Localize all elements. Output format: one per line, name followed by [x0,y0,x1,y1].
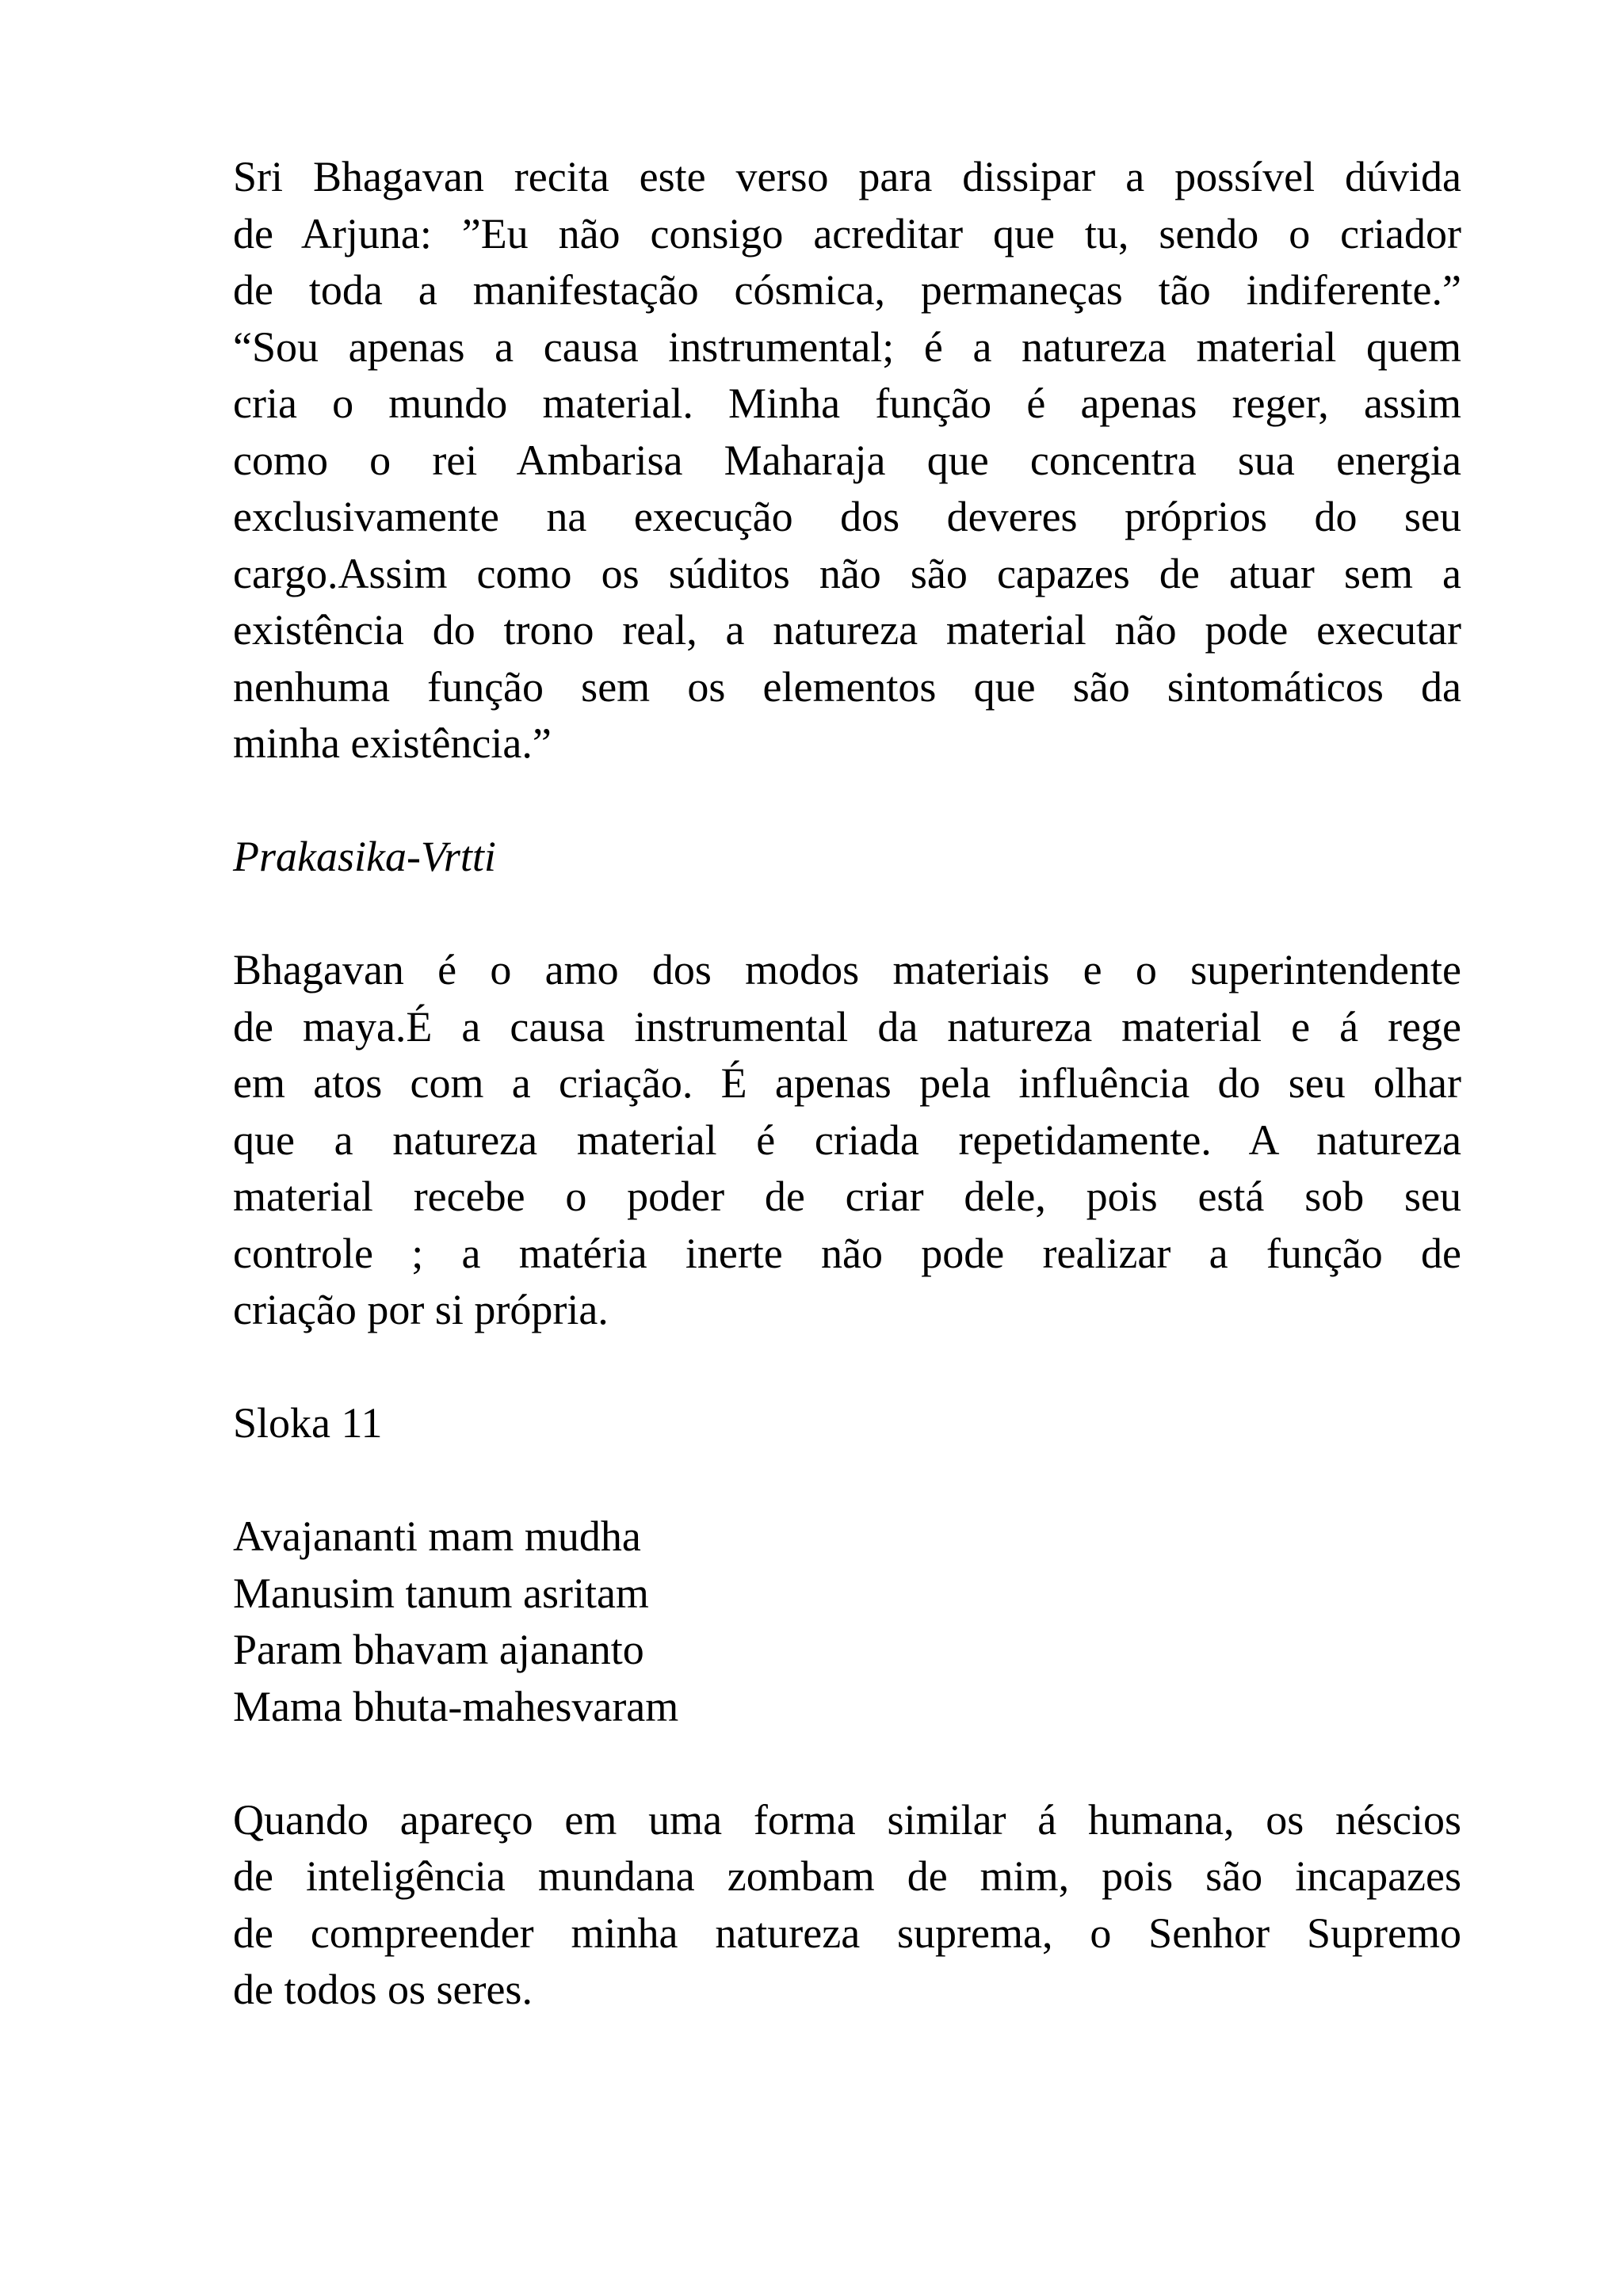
text-line: Sri Bhagavan recita este verso para dissipar a possível dúvida [233,153,1461,200]
text-line: controle ; a matéria inerte não pode realizar a função de [233,1229,1461,1277]
text-line: em atos com a criação. É apenas pela influência do seu olhar [233,1059,1461,1107]
text-line: “Sou apenas a causa instrumental; é a natureza material quem [233,322,1461,371]
text-line: de maya.É a causa instrumental da natureza material e á rege [233,1002,1461,1051]
text-line: criação por si própria. [233,1286,609,1333]
section-heading-sloka: Sloka 11 [233,1399,383,1447]
text-line: cargo.Assim como os súditos não são capazes de atuar sem a [233,549,1461,597]
text-line: nenhuma função sem os elementos que são sintomáticos da [233,662,1461,711]
sloka-verse [233,1508,1461,1735]
text-line: de toda a manifestação cósmica, permaneças tão indiferente.” [233,266,1461,314]
text-line: de todos os seres. [233,1966,533,2013]
section-heading-prakasika-vrtti: Prakasika-Vrtti [233,833,496,880]
verse-line: Manusim tanum asritam [233,1569,649,1617]
paragraph-gap [233,886,1461,943]
text-line: exclusivamente na execução dos deveres próprios do seu [233,493,1461,540]
verse-line: Avajananti mam mudha [233,1512,641,1560]
text-line: como o rei Ambarisa Maharaja que concentra sua energia [233,436,1461,484]
paragraph-prakasika [233,942,1461,1339]
text-line: cria o mundo material. Minha função é apenas reger, assim [233,379,1461,427]
text-line: de Arjuna: ”Eu não consigo acreditar que tu, sendo o criador [233,209,1461,257]
verse-line: Mama bhuta-mahesvaram [233,1682,679,1730]
text-line: que a natureza material é criada repetidamente. A natureza [233,1116,1461,1164]
paragraph-translation [233,1792,1461,2019]
paragraph-gap [233,772,1461,830]
text-line: minha existência.” [233,719,552,767]
paragraph-gap [233,1339,1461,1396]
verse-line: Param bhavam ajananto [233,1626,644,1673]
page-content [233,149,1461,2019]
text-line: material recebe o poder de criar dele, pois está sob seu [233,1173,1461,1220]
text-line: Bhagavan é o amo dos modos materiais e o superintendente [233,946,1461,994]
paragraph-gap [233,1735,1461,1792]
text-line: de compreender minha natureza suprema, o Senhor Supremo [233,1909,1461,1957]
text-line: existência do trono real, a natureza material não pode executar [233,606,1461,654]
text-line: Quando apareço em uma forma similar á humana, os néscios [233,1795,1461,1844]
paragraph-commentary [233,149,1461,772]
text-line: de inteligência mundana zombam de mim, pois são incapazes [233,1852,1461,1900]
paragraph-gap [233,1452,1461,1509]
